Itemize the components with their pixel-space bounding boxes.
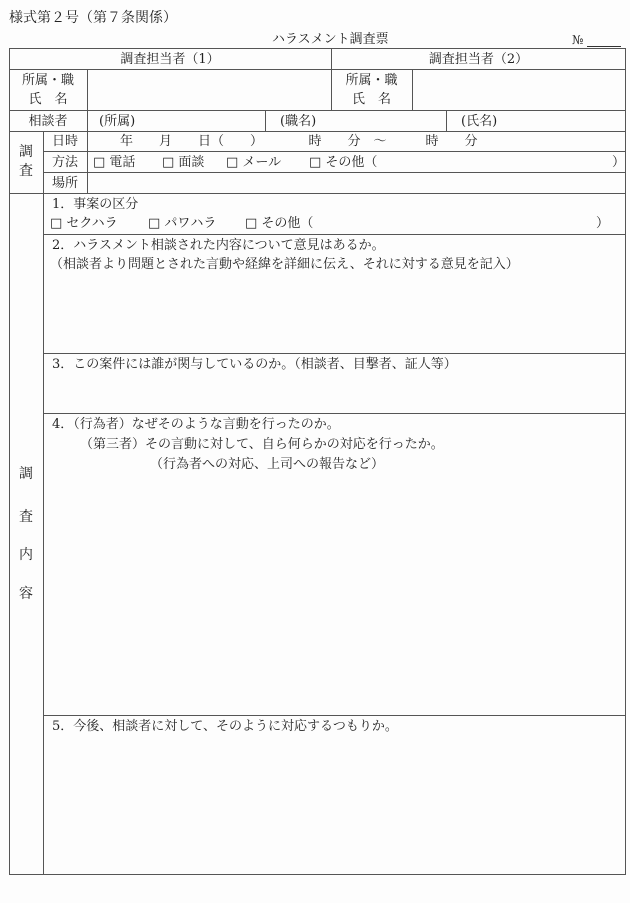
category-sexual-harassment-checkbox[interactable]: □ セクハラ [50,216,118,231]
section-4-subtext: （第三者）その言動に対して、自ら何らかの対応を行ったか。 [80,437,444,452]
datetime-label: 日時 [51,134,78,149]
investigation-label-1: 調 [19,144,33,160]
method-label: 方法 [51,155,78,170]
page-title: ハラスメント調査票 [272,32,389,47]
datetime-field[interactable]: 年 月 日（ ） 時 分 ～ 時 分 [120,134,478,149]
category-power-harassment-checkbox[interactable]: □ パワハラ [148,216,217,231]
method-meeting-checkbox[interactable]: □ 面談 [162,155,205,170]
investigator-1-header: 調査担当者（1） [120,52,220,67]
section-4-answer[interactable] [44,475,625,714]
investigator-1-field[interactable] [88,70,330,109]
section-2-subtext: （相談者より問題とされた言動や経緯を詳細に伝え、それに対する意見を記入） [50,257,519,272]
affil-label-2: 所属・職 [345,73,398,88]
section-2-heading: 2．ハラスメント相談された内容について意見はあるか。 [52,238,385,253]
name-label-1: 氏 名 [28,92,68,107]
form-label: 様式第２号（第７条関係） [9,10,177,26]
place-field[interactable] [88,173,625,192]
section-3-heading: 3．この案件には誰が関与しているのか。（相談者、目撃者、証人等） [52,357,457,372]
consultant-name-label: (氏名) [461,114,498,129]
section-2-answer[interactable] [44,275,625,352]
number-label: № [572,33,584,47]
content-label-3: 内 [19,547,33,563]
section-5-heading: 5．今後、相談者に対して、そのように対応するつもりか。 [52,719,398,734]
investigation-label-2: 査 [19,163,33,179]
method-other-checkbox[interactable]: □ その他（ [309,155,378,170]
number-field[interactable] [587,46,621,47]
consultant-position-label: (職名) [280,114,317,129]
place-label: 場所 [51,176,78,191]
name-label-2: 氏 名 [351,92,391,107]
consultant-label: 相談者 [28,114,68,129]
section-3-answer[interactable] [44,375,625,412]
content-label-4: 容 [19,586,33,602]
section-4-subtext-2: （行為者への対応、上司への報告など） [150,457,385,472]
consultant-affil-label: (所属) [99,114,136,129]
affil-label-1: 所属・職 [21,73,74,88]
section-5-answer[interactable] [44,737,625,874]
investigator-2-field[interactable] [413,70,625,109]
method-email-checkbox[interactable]: □ メール [226,155,282,170]
investigator-2-header: 調査担当者（2） [428,52,529,67]
section-4-heading: 4．（行為者）なぜそのような言動を行ったのか。 [52,417,340,432]
content-label-2: 査 [19,509,33,525]
content-label-1: 調 [19,466,33,482]
section-1-heading: 1．事案の区分 [52,197,139,212]
method-phone-checkbox[interactable]: □ 電話 [93,155,136,170]
method-other-close: ） [612,155,626,170]
category-other-close: ） [596,216,610,231]
category-other-checkbox[interactable]: □ その他（ [245,216,314,231]
